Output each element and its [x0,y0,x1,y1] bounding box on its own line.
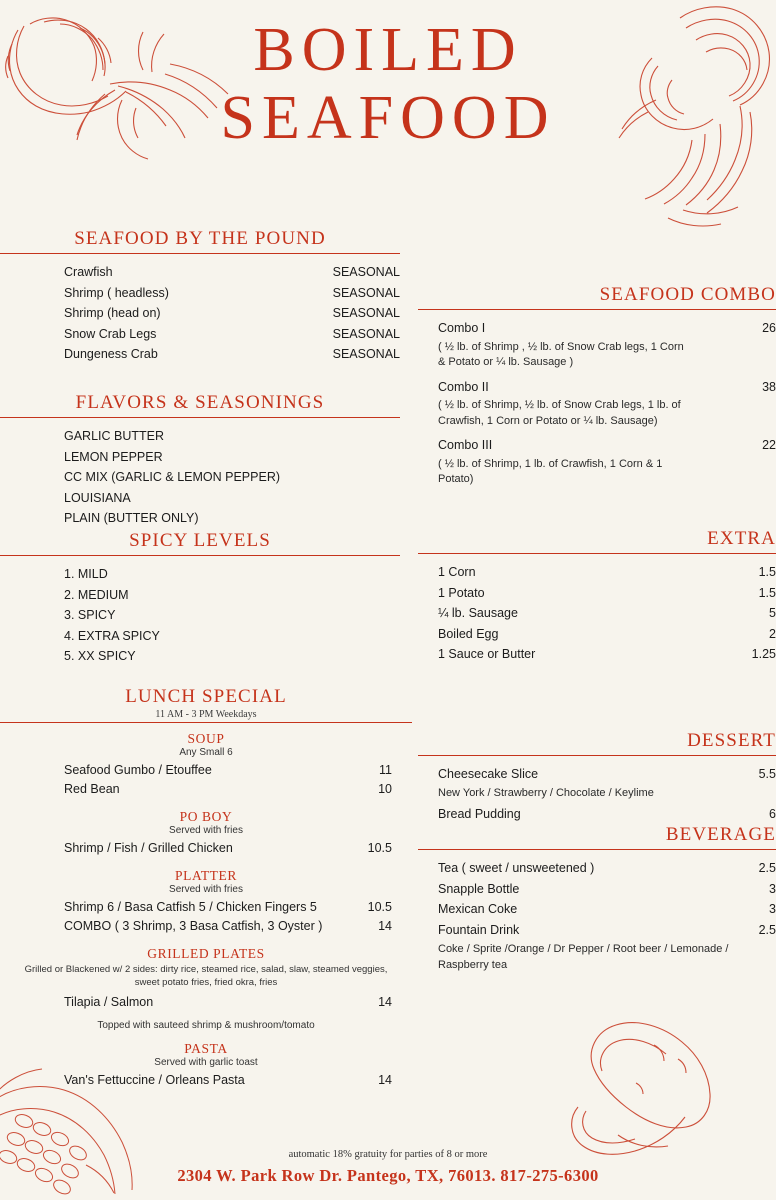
item-price: 3 [769,902,776,916]
item-name: COMBO ( 3 Shrimp, 3 Basa Catfish, 3 Oyster ) [64,919,323,933]
list-item: 2. MEDIUM [64,587,129,602]
section-beverage [418,824,776,979]
menu-item [64,324,400,345]
group-note: Served with garlic toast [154,1057,258,1068]
menu-item [438,318,776,339]
group-footnote: Topped with sauteed shrimp & mushroom/tomato [97,1020,315,1031]
item-price: 38 [762,379,776,394]
item-price: 1.5 [758,585,776,600]
group-title: PO BOY [179,809,233,824]
menu-item [438,858,776,879]
section-heading: SEAFOOD COMBO [599,284,776,305]
address-line: 2304 W. Park Row Dr. Pantego, TX, 76013. 817-275-6300 [177,1166,599,1185]
item-name: 1 Potato [438,585,485,600]
menu-item [0,898,412,917]
section-heading: EXTRA [707,528,776,549]
item-name: 1 Corn [438,565,476,579]
list-item: GARLIC BUTTER [64,429,165,443]
divider [0,253,400,254]
group-description: Grilled or Blackened w/ 2 sides: dirty rice, steamed rice, salad, slaw, steamed veggies, sweet potato fries, fried okra, fries [24,964,388,988]
item-price: 10.5 [367,900,392,914]
section-spicy-levels [0,530,400,667]
section-heading: FLAVORS & SEASONINGS [75,392,325,413]
item-price: SEASONAL [332,265,400,279]
item-price: 2.5 [758,922,776,937]
item-price: 10.5 [367,841,392,855]
group-note: Any Small 6 [179,747,233,758]
title-line-1: BOILED [253,16,523,84]
item-name: 1 Sauce or Butter [438,647,536,661]
menu-item [438,899,776,920]
menu-item [438,562,776,583]
group-title: PASTA [184,1041,228,1056]
title-line-2: SEAFOOD [220,84,556,152]
list-item: CC MIX (GARLIC & LEMON PEPPER) [64,470,281,484]
item-description: ( ½ lb. of Shrimp, ½ lb. of Snow Crab legs, 1 lb. of Crawfish, 1 Corn or Potato or ¼ lb. Sausage) [438,399,681,427]
item-name: Shrimp (head on) [64,306,161,320]
item-name: Bread Pudding [438,807,521,821]
section-heading: SEAFOOD BY THE POUND [74,228,326,249]
item-price: 5 [769,606,776,620]
list-item: 3. SPICY [64,608,116,622]
section-lunch-special [0,686,412,1090]
item-price: SEASONAL [332,347,400,361]
menu-item [0,993,412,1012]
group-title: SOUP [187,731,225,746]
section-flavors-seasonings [0,392,400,529]
item-description: New York / Strawberry / Chocolate / Keylime [438,786,654,799]
item-name: Mexican Coke [438,902,518,916]
item-price: 6 [769,807,776,821]
divider [418,755,776,756]
item-name: Combo II [438,379,489,394]
item-description: ( ½ lb. of Shrimp , ½ lb. of Snow Crab legs, 1 Corn & Potato or ¼ lb. Sausage ) [438,340,684,368]
divider [0,417,400,418]
group-note: Served with fries [169,884,243,895]
item-price: 3 [769,881,776,896]
item-name: Crawfish [64,265,113,279]
menu-item [438,377,776,398]
item-name: Van's Fettuccine / Orleans Pasta [64,1073,245,1087]
item-name: Combo III [438,438,493,452]
divider [0,722,412,723]
list-item: LEMON PEPPER [64,449,163,464]
item-name: Tea ( sweet / unsweetened ) [438,861,595,875]
item-name: Snow Crab Legs [64,326,157,341]
menu-item [438,583,776,604]
menu-item [0,839,412,858]
item-name: Boiled Egg [438,626,499,641]
item-name: Snapple Bottle [438,881,520,896]
item-description: Coke / Sprite /Orange / Dr Pepper / Root beer / Lemonade / Raspberry tea [438,943,729,971]
section-heading: BEVERAGE [665,824,776,845]
section-heading: SPICY LEVELS [129,530,271,551]
section-dessert [418,730,776,825]
list-item: LOUISIANA [64,490,131,505]
section-heading: LUNCH SPECIAL [125,686,287,707]
group-title: GRILLED PLATES [147,946,265,961]
divider [418,849,776,850]
item-price: 14 [378,995,392,1009]
item-name: Shrimp / Fish / Grilled Chicken [64,841,233,855]
section-seafood-combo [418,284,776,494]
menu-item [0,1071,412,1090]
menu-item [64,283,400,304]
item-name: Cheesecake Slice [438,767,539,781]
item-price: SEASONAL [332,326,400,341]
menu-item [438,920,776,941]
menu-item [0,917,412,936]
menu-item [438,603,776,624]
list-item: 1. MILD [64,567,108,581]
menu-item [438,644,776,665]
list-item: 5. XX SPICY [64,649,136,663]
item-price: 2 [769,626,776,641]
item-name: Tilapia / Salmon [64,995,154,1009]
menu-item [0,780,412,799]
section-extra [418,528,776,665]
item-price: 14 [378,919,392,933]
list-item: 4. EXTRA SPICY [64,628,160,643]
item-description: ( ½ lb. of Shrimp, 1 lb. of Crawfish, 1 Corn & 1 Potato) [438,457,663,485]
menu-item [64,262,400,283]
page-title [0,16,776,152]
item-name: Combo I [438,321,486,335]
divider [418,553,776,554]
menu-item [64,303,400,324]
item-price: 10 [378,782,392,796]
item-price: 22 [762,438,776,452]
menu-item [438,764,776,785]
item-name: Fountain Drink [438,922,520,937]
item-price: 14 [378,1073,392,1087]
menu-item [438,435,776,456]
menu-item [438,624,776,645]
section-heading: DESSERT [687,730,776,751]
menu-item [0,761,412,780]
item-price: SEASONAL [332,306,400,320]
footer [0,1149,776,1186]
menu-item [438,879,776,900]
item-price: 2.5 [758,861,776,875]
item-name: ¼ lb. Sausage [438,606,518,620]
menu-item [438,804,776,825]
item-price: 5.5 [758,767,776,781]
divider [418,309,776,310]
gratuity-note: automatic 18% gratuity for parties of 8 or more [288,1149,488,1160]
lunch-hours: 11 AM - 3 PM Weekdays [155,709,257,720]
item-name: Shrimp ( headless) [64,285,169,300]
item-price: 11 [379,763,392,777]
divider [0,555,400,556]
item-name: Dungeness Crab [64,347,158,361]
item-price: SEASONAL [332,285,400,300]
item-price: 26 [762,321,776,335]
item-price: 1.5 [758,565,776,579]
section-seafood-by-the-pound [0,228,400,365]
menu-item [64,344,400,365]
group-note: Served with fries [169,825,243,836]
item-name: Seafood Gumbo / Etouffee [64,763,212,777]
item-name: Shrimp 6 / Basa Catfish 5 / Chicken Fingers 5 [64,900,317,914]
list-item: PLAIN (BUTTER ONLY) [64,511,199,525]
item-name: Red Bean [64,782,120,796]
item-price: 1.25 [751,647,776,661]
group-title: PLATTER [175,868,237,883]
